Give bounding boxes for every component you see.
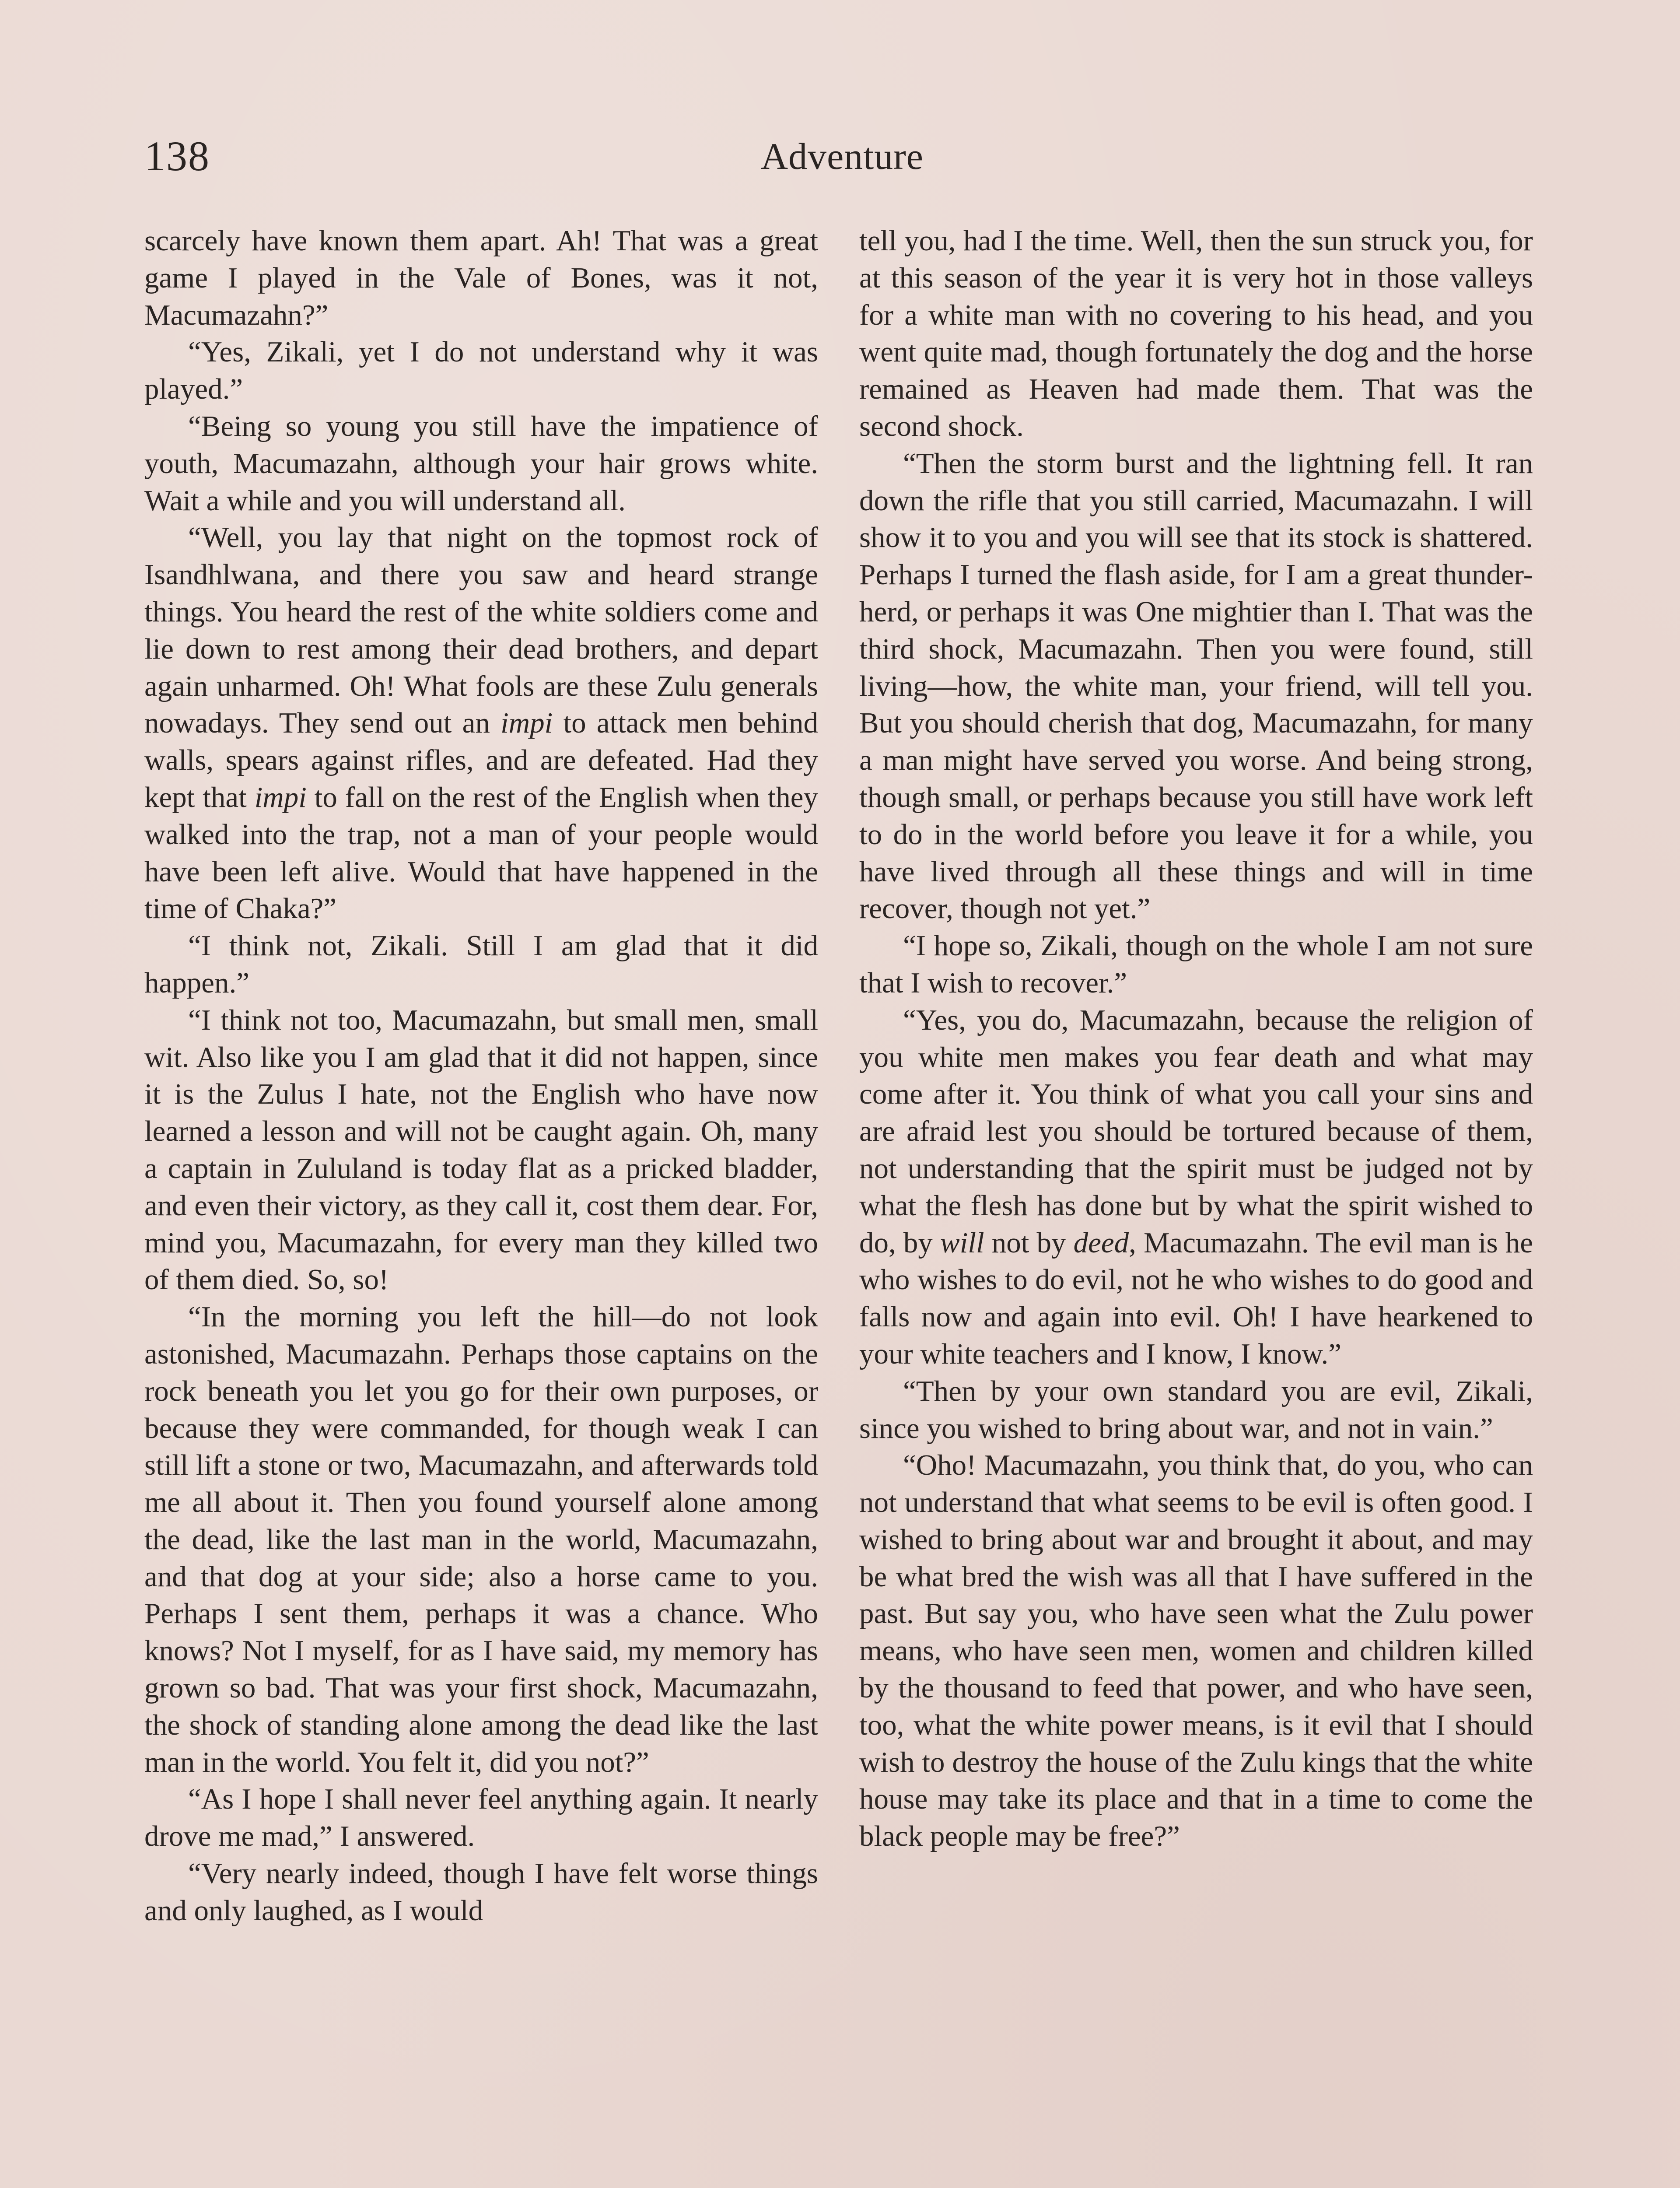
running-title: Adventure <box>761 135 924 177</box>
paragraph: “Then the storm burst and the lightning fell. It ran down the rifle that you still carried, Macumazahn. I will show it to you and you will see that its stock is shattered. Perhaps I turned the flash aside, for I am a great thunder-herd, or perhaps it was One mightier than I. That was the third shock, Macumazahn. Then you were found, still living—how, the white man, your friend, will tell you. But you should cherish that dog, Macumazahn, for many a man might have served you worse. And being strong, though small, or perhaps because you still have work left to do in the world before you leave it for a while, you have lived through all these things and will in time recover, though not yet.” <box>859 447 1533 925</box>
paragraph: “I hope so, Zikali, though on the whole I am not sure that I wish to recover.” <box>859 929 1533 999</box>
paragraph: “As I hope I shall never feel anything again. It nearly drove me mad,” I answered. <box>144 1783 818 1853</box>
paragraph: “Yes, you do, Macumazahn, because the religion of you white men makes you fear death and what may come after it. You think of what you call your sins and are afraid lest you should be tortured because of them, not understanding that the spirit must be judged not by what the flesh has done but by what the spirit wished to do, by will not by deed, Macumazahn. The evil man is he who wishes to do evil, not he who wishes to do good and falls now and again into evil. Oh! I have hearkened to your white teachers and I know, I know.” <box>859 1003 1533 1370</box>
paragraph: “Very nearly indeed, though I have felt worse things and only laughed, as I would <box>144 1857 818 1927</box>
paragraph: “Being so young you still have the impatience of youth, Macumazahn, although your hair grows white. Wait a while and you will understand all. <box>144 410 818 517</box>
paragraph: “I think not, Zikali. Still I am glad that it did happen.” <box>144 929 818 999</box>
paragraph: “Yes, Zikali, yet I do not understand why it was played.” <box>144 336 818 406</box>
paragraph: “I think not too, Macumazahn, but small men, small wit. Also like you I am glad that it did not happen, since it is the Zulus I hate, not the English who have now learned a lesson and will not be caught again. Oh, many a captain in Zululand is today flat as a pricked bladder, and even their victory, as they call it, cost them dear. For, mind you, Macumazahn, for every man they killed two of them died. So, so! <box>144 1003 818 1296</box>
paragraph: tell you, had I the time. Well, then the sun struck you, for at this season of the year it is very hot in those valleys for a white man with no covering to his head, and you went quite mad, though fortunately the dog and the horse remained as Heaven had made them. That was the second shock. <box>859 224 1533 442</box>
paragraph: scarcely have known them apart. Ah! That was a great game I played in the Vale of Bones, was it not, Macumazahn?” <box>144 224 818 331</box>
paragraph: “In the morning you left the hill—do not look astonished, Macumazahn. Perhaps those captains on the rock beneath you let you go for their own purposes, or because they were commanded, for though weak I can still lift a stone or two, Macumazahn, and afterwards told me all about it. Then you found yourself alone among the dead, like the last man in the world, Macumazahn, and that dog at your side; also a horse came to you. Perhaps I sent them, perhaps it was a chance. Who knows? Not I myself, for as I have said, my memory has grown so bad. That was your first shock, Macumazahn, the shock of standing alone among the dead like the last man in the world. You felt it, did you not?” <box>144 1301 818 1778</box>
paragraph: “Then by your own standard you are evil, Zikali, since you wished to bring about war, and not in vain.” <box>859 1375 1533 1445</box>
page-header <box>144 128 1540 185</box>
right-text-column <box>859 222 1533 2188</box>
paragraph: “Well, you lay that night on the topmost rock of Isandhlwana, and there you saw and heard strange things. You heard the rest of the white soldiers come and lie down to rest among their dead brothers, and depart again unharmed. Oh! What fools are these Zulu generals nowadays. They send out an impi to attack men behind walls, spears against rifles, and are defeated. Had they kept that impi to fall on the rest of the English when they walked into the trap, not a man of your people would have been left alive. Would that have happened in the time of Chaka?” <box>144 521 818 925</box>
left-text-column <box>144 222 818 2188</box>
page-number: 138 <box>144 133 210 179</box>
paragraph: “Oho! Macumazahn, you think that, do you, who can not understand that what seems to be evil is often good. I wished to bring about war and brought it about, and may be what bred the wish was all that I have suffered in the past. But say you, who have seen what the Zulu power means, who have seen men, women and children killed by the thousand to feed that power, and who have seen, too, what the white power means, is it evil that I should wish to destroy the house of the Zulu kings that the white house may take its place and that in a time to come the black people may be free?” <box>859 1449 1533 1853</box>
